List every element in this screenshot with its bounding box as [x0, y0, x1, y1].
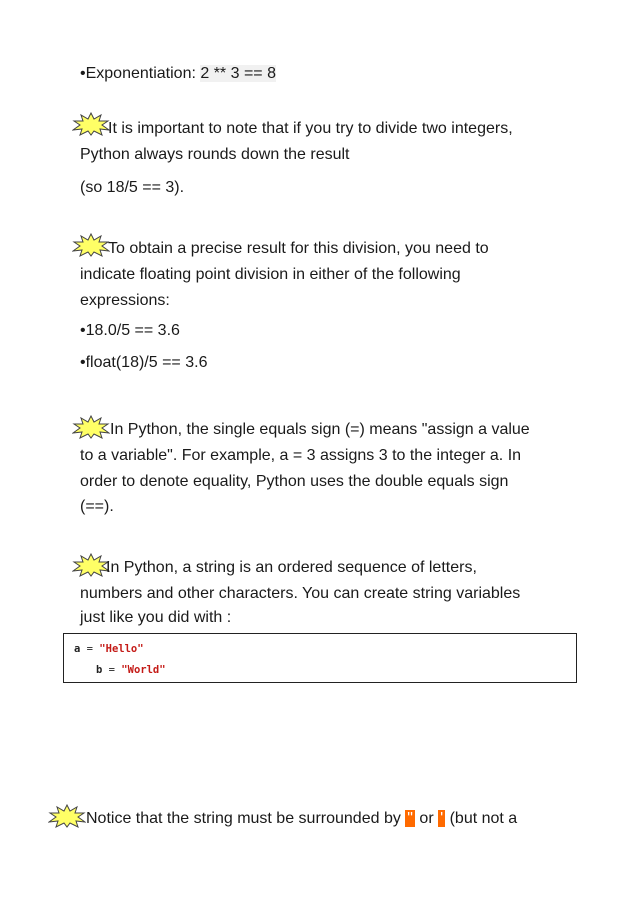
quote-mark-double: " — [407, 810, 413, 827]
starburst-icon — [72, 415, 110, 439]
note5-line1 — [86, 809, 517, 829]
code-string-world: "World" — [121, 664, 166, 676]
note3-line1: In Python, the single equals sign (=) means "assign a value — [110, 421, 530, 438]
starburst-icon — [72, 233, 110, 257]
code-line-2 — [96, 664, 166, 676]
note1-line2: Python always rounds down the result — [80, 146, 350, 163]
note5-text-before: Notice that the string must be surrounded by — [86, 810, 406, 827]
starburst-icon — [72, 112, 110, 136]
starburst-icon — [72, 553, 110, 577]
exponentiation-bullet — [80, 64, 276, 84]
code-operator: = — [102, 664, 122, 676]
note2-line1: To obtain a precise result for this division, you need to — [108, 240, 489, 257]
code-var-b: b — [96, 664, 103, 676]
note3-line4: (==). — [80, 498, 114, 515]
bullet-symbol: • — [80, 65, 86, 82]
code-var-a: a — [74, 643, 81, 655]
code-block — [63, 633, 577, 683]
code-line-1 — [74, 643, 144, 655]
note4-line2: numbers and other characters. You can create string variables — [80, 585, 521, 602]
exponentiation-code: 2 ** 3 == 8 — [200, 65, 276, 82]
quote-mark-single: ' — [440, 810, 444, 827]
note2-line2: indicate floating point division in either of the following — [80, 266, 461, 283]
code-operator: = — [80, 643, 100, 655]
note2-bullet2: •float(18)/5 == 3.6 — [80, 354, 208, 371]
note2-bullet1: •18.0/5 == 3.6 — [80, 322, 180, 339]
starburst-icon — [48, 804, 86, 828]
note3-line2: to a variable". For example, a = 3 assigns 3 to the integer a. In — [80, 447, 522, 464]
exponentiation-label: Exponentiation: — [85, 65, 201, 82]
note2-line3: expressions: — [80, 292, 170, 309]
note1-line3: (so 18/5 == 3). — [80, 179, 185, 196]
note5-text-middle: or — [414, 810, 439, 827]
note3-line3: order to denote equality, Python uses the double equals sign — [80, 473, 509, 490]
note4-line1: In Python, a string is an ordered sequence of letters, — [106, 559, 477, 576]
code-string-hello: "Hello" — [99, 643, 144, 655]
note5-text-after: (but not a — [445, 810, 518, 827]
note4-line3: just like you did with : — [80, 609, 232, 626]
note1-line1: It is important to note that if you try to divide two integers, — [108, 120, 513, 137]
